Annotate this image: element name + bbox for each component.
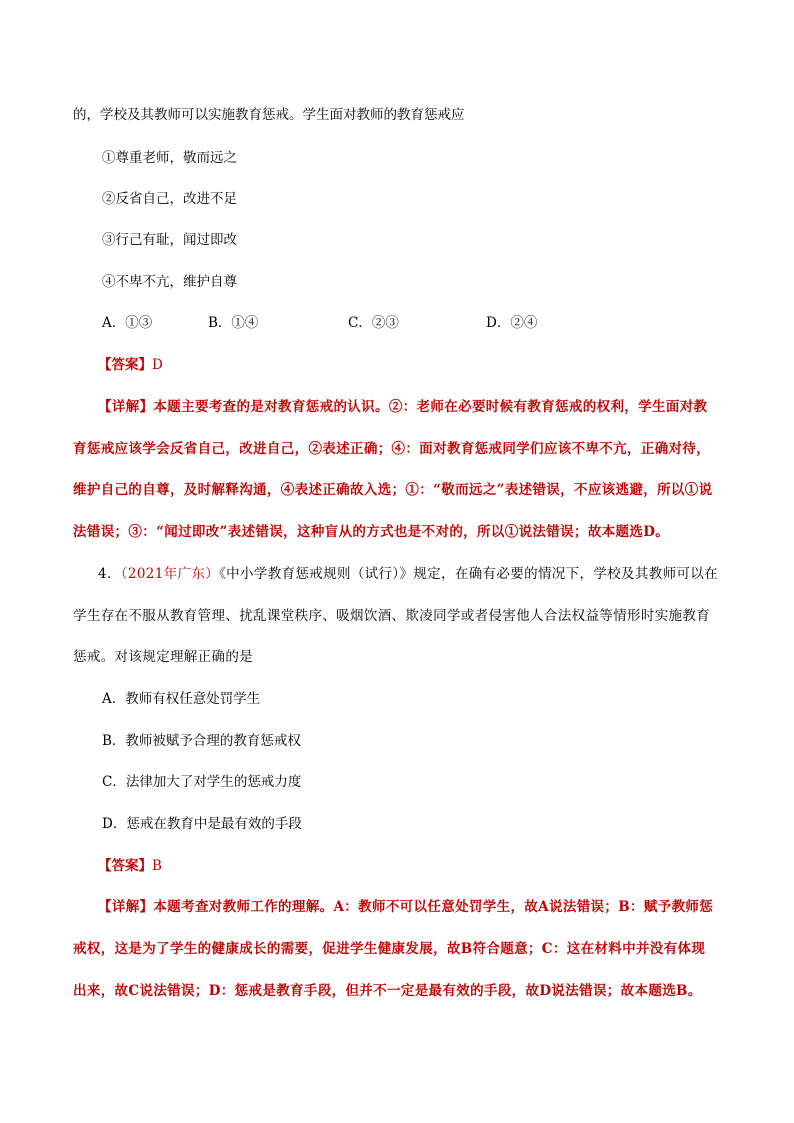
answer-value: B bbox=[152, 858, 162, 874]
q4-option-a: A．教师有权任意处罚学生 bbox=[102, 691, 261, 707]
q3-detail-line-3: 维护自己的自尊，及时解释沟通，④表述正确故入选；①：“敬而远之”表述错误，不应该逃避，所以①说 bbox=[73, 482, 713, 498]
q3-option-b: B．①④ bbox=[208, 315, 259, 331]
q3-item-3: ③行己有耻，闻过即改 bbox=[102, 232, 237, 248]
q3-item-2: ②反省自己，改进不足 bbox=[102, 191, 237, 207]
detail-label: 【详解】 bbox=[98, 899, 154, 915]
q4-option-b: B．教师被赋予合理的教育惩戒权 bbox=[102, 733, 301, 749]
detail-label: 【详解】 bbox=[98, 399, 154, 415]
q3-answer bbox=[98, 355, 163, 375]
q4-detail-line-3: 出来，故C说法错误；D：惩戒是教育手段，但并不一定是最有效的手段，故D说法错误；故本题选B。 bbox=[73, 983, 702, 999]
q4-detail-line-2: 戒权，这是为了学生的健康成长的需要，促进学生健康发展，故B符合题意；C：这在材料中并没有体现 bbox=[73, 941, 706, 957]
q3-option-c: C．②③ bbox=[348, 315, 399, 331]
detail-text: 本题主要考查的是对教育惩戒的认识。②：老师在必要时候有教育惩戒的权利，学生面对教 bbox=[153, 399, 708, 415]
q4-stem-text: 《中小学教育惩戒规则（试行）》规定，在确有必要的情况下，学校及其教师可以在 bbox=[219, 566, 719, 582]
q4-option-d: D．惩戒在教育中是最有效的手段 bbox=[102, 816, 302, 832]
q3-detail-line-4: 法错误；③：“闻过即改”表述错误，这种盲从的方式也是不对的，所以①说法错误；故本题选D。 bbox=[73, 524, 670, 540]
q4-stem-line-2: 学生存在不服从教育管理、扰乱课堂秩序、吸烟饮酒、欺凌同学或者侵害他人合法权益等情形时实施教育 bbox=[73, 608, 711, 624]
q4-source: （2021年广东） bbox=[120, 566, 220, 582]
q3-item-4: ④不卑不亢，维护自尊 bbox=[102, 274, 237, 290]
detail-text: 本题考查对教师工作的理解。A：教师不可以任意处罚学生，故A说法错误；B：赋予教师惩 bbox=[153, 899, 714, 915]
q4-detail-line-1 bbox=[98, 897, 713, 917]
q4-stem-line-3: 惩戒。对该规定理解正确的是 bbox=[73, 649, 254, 665]
q3-stem-tail: 的，学校及其教师可以实施教育惩戒。学生面对教师的教育惩戒应 bbox=[73, 107, 465, 123]
q3-option-a: A．①③ bbox=[102, 315, 153, 331]
q3-detail-line-2: 育惩戒应该学会反省自己，改进自己，②表述正确；④：面对教育惩戒同学们应该不卑不亢，正确对待， bbox=[73, 441, 711, 457]
answer-label: 【答案】 bbox=[98, 858, 152, 874]
answer-label: 【答案】 bbox=[98, 357, 152, 373]
q3-detail-line-1 bbox=[98, 397, 707, 417]
q4-option-c: C．法律加大了对学生的惩戒力度 bbox=[102, 774, 302, 790]
q3-item-1: ①尊重老师，敬而远之 bbox=[102, 150, 237, 166]
q4-stem-line-1 bbox=[98, 564, 718, 584]
q4-number: 4． bbox=[98, 566, 121, 582]
answer-value: D bbox=[152, 357, 163, 373]
q3-option-d: D．②④ bbox=[486, 315, 538, 331]
q4-answer bbox=[98, 856, 162, 876]
